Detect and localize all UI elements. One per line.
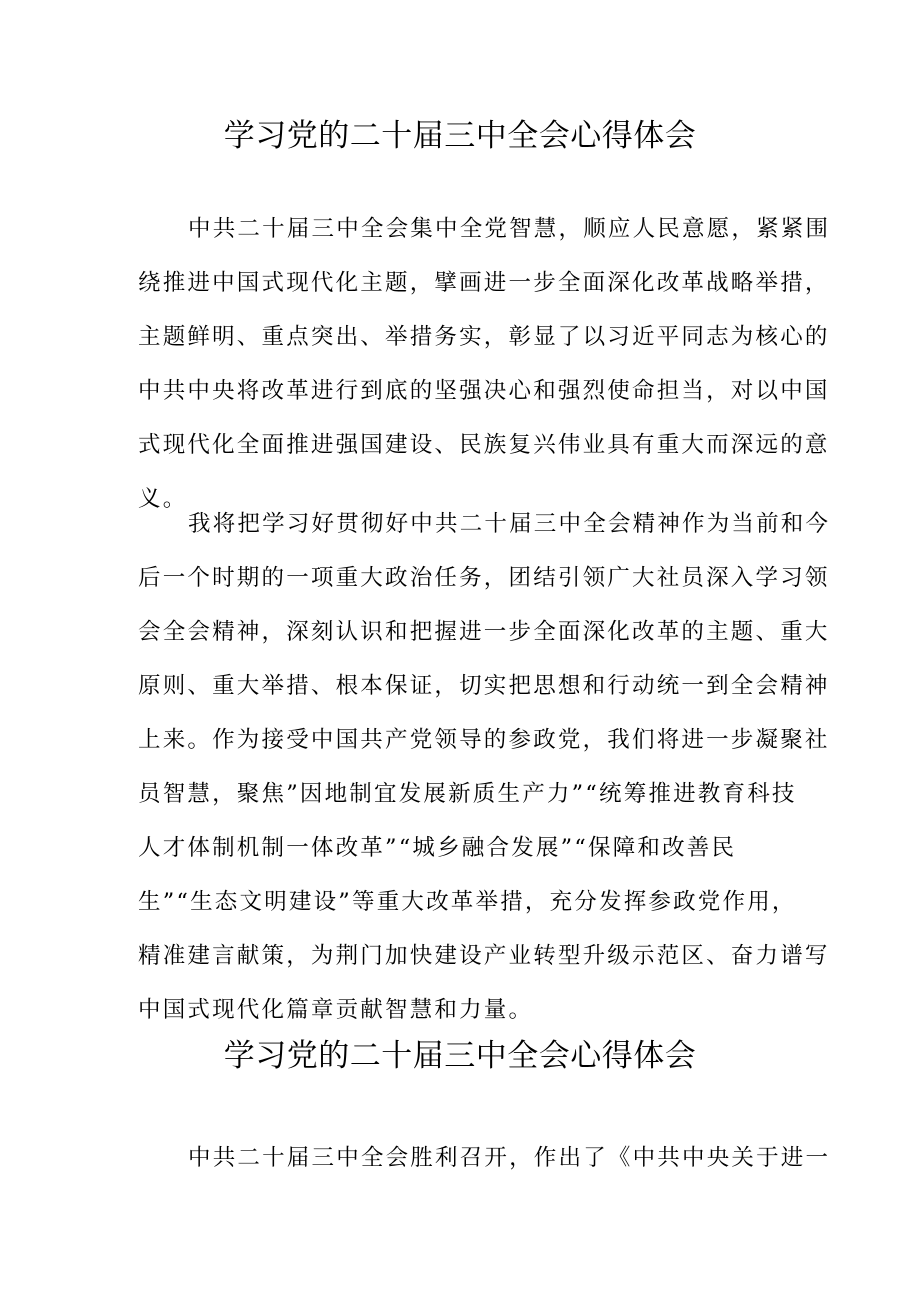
paragraph-2-line: 上来。作为接受中国共产党领导的参政党，我们将进一步凝聚社 [138, 727, 830, 753]
paragraph-2-line: 会全会精神，深刻认识和把握进一步全面深化改革的主题、重大 [138, 619, 830, 645]
paragraph-2-line: 中国式现代化篇章贡献智慧和力量。 [138, 997, 534, 1023]
paragraph-1-line: 绕推进中国式现代化主题，擘画进一步全面深化改革战略举措， [138, 270, 830, 296]
paragraph-2-line: 员智慧，聚焦”因地制宜发展新质生产力”“统筹推进教育科技 [138, 781, 797, 807]
paragraph-1-line: 中共二十届三中全会集中全党智慧，顺应人民意愿，紧紧围 [188, 216, 831, 242]
paragraph-2-line: 精准建言献策，为荆门加快建设产业转型升级示范区、奋力谱写 [138, 943, 830, 969]
paragraph-1 [138, 202, 831, 526]
paragraph-2-line: 生”“生态文明建设”等重大改革举措，充分发挥参政党作用， [138, 889, 797, 915]
paragraph-2-line: 人才体制机制一体改革”“城乡融合发展”“保障和改善民 [138, 835, 737, 861]
paragraph-3 [138, 1131, 831, 1185]
paragraph-1-line: 义。 [138, 486, 188, 512]
paragraph-1-line: 中共中央将改革进行到底的坚强决心和强烈使命担当，对以中国 [138, 378, 830, 404]
paragraph-3-line: 中共二十届三中全会胜利召开，作出了《中共中央关于进一 [188, 1145, 831, 1171]
paragraph-1-line: 主题鲜明、重点突出、举措务实，彰显了以习近平同志为核心的 [138, 324, 830, 350]
document-title-2: 学习党的二十届三中全会心得体会 [223, 1038, 697, 1074]
paragraph-2-line: 原则、重大举措、根本保证，切实把思想和行动统一到全会精神 [138, 673, 830, 699]
paragraph-2-line: 我将把学习好贯彻好中共二十届三中全会精神作为当前和今 [188, 511, 831, 537]
paragraph-2 [138, 497, 831, 1037]
document-title: 学习党的二十届三中全会心得体会 [223, 118, 697, 154]
paragraph-2-line: 后一个时期的一项重大政治任务，团结引领广大社员深入学习领 [138, 565, 830, 591]
paragraph-1-line: 式现代化全面推进强国建设、民族复兴伟业具有重大而深远的意 [138, 432, 830, 458]
